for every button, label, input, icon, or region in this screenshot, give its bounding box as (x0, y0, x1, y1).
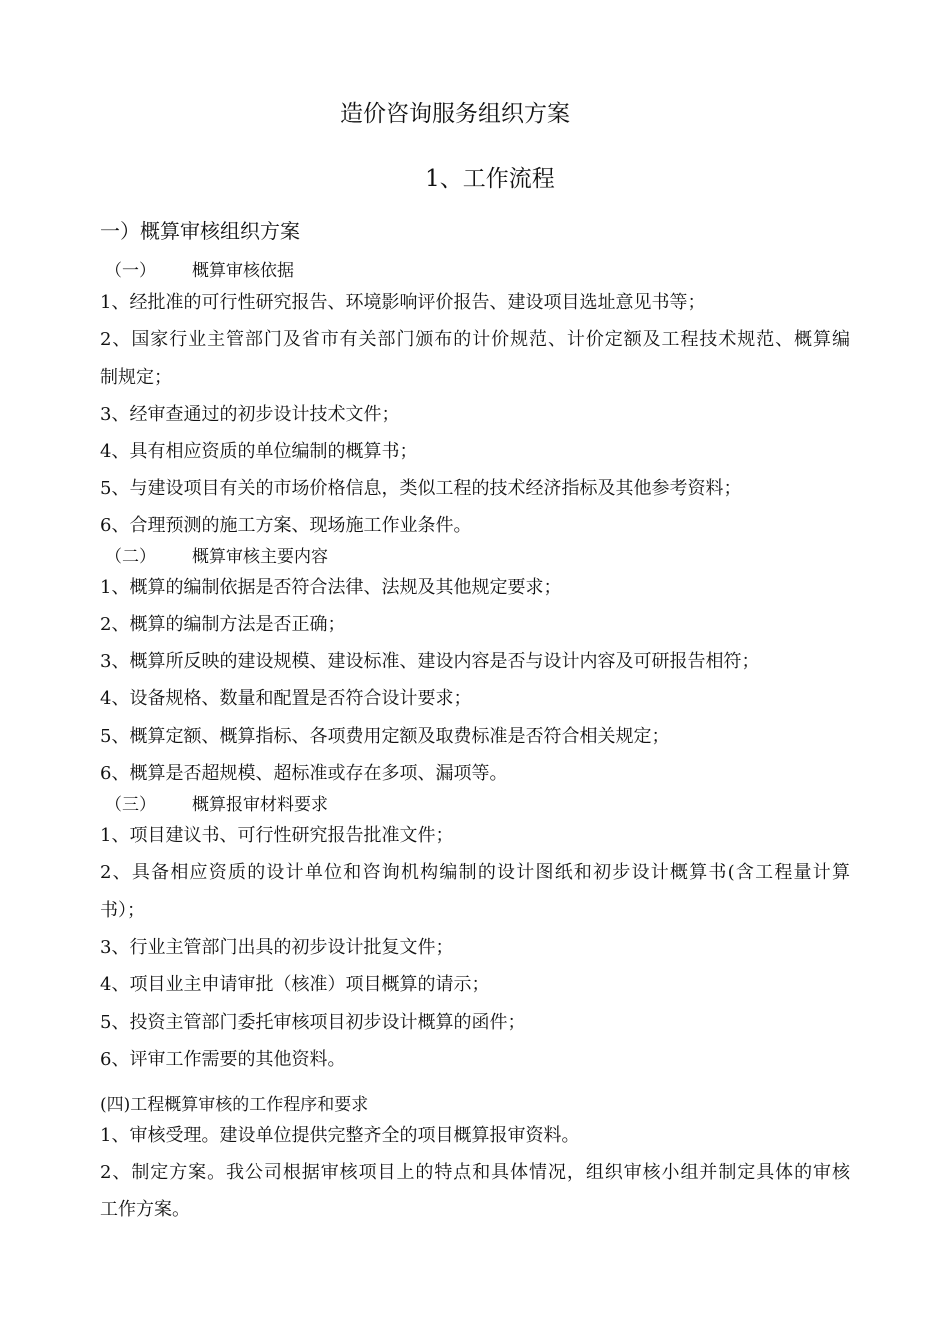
list-item: 4、项目业主申请审批（核准）项目概算的请示； (100, 974, 490, 995)
list-item-continuation: 书）； (100, 900, 145, 921)
list-item-continuation: 制规定； (100, 367, 172, 388)
part-heading: 一）概算审核组织方案 (100, 219, 300, 243)
list-item: 5、概算定额、概算指标、各项费用定额及取费标准是否符合相关规定； (100, 726, 670, 747)
list-item: 6、概算是否超规模、超标准或存在多项、漏项等。 (100, 763, 508, 784)
subsection-label: 概算审核主要内容 (192, 547, 328, 567)
list-item: 4、具有相应资质的单位编制的概算书； (100, 441, 418, 462)
list-item: 2、概算的编制方法是否正确； (100, 614, 346, 635)
list-item: 1、审核受理。建设单位提供完整齐全的项目概算报审资料。 (100, 1125, 580, 1146)
list-item: 4、设备规格、数量和配置是否符合设计要求； (100, 688, 472, 709)
list-item: 6、合理预测的施工方案、现场施工作业条件。 (100, 515, 472, 536)
list-item: 3、行业主管部门出具的初步设计批复文件； (100, 937, 454, 958)
subsection-label: 概算审核依据 (192, 261, 294, 281)
list-item: 3、经审查通过的初步设计技术文件； (100, 404, 400, 425)
subsection-heading: (四)工程概算审核的工作程序和要求 (100, 1095, 369, 1115)
subsection-number: （三） (105, 795, 156, 815)
list-item: 5、与建设项目有关的市场价格信息，类似工程的技术经济指标及其他参考资料； (100, 478, 742, 499)
list-item: 6、评审工作需要的其他资料。 (100, 1049, 346, 1070)
subsection-heading (105, 260, 294, 282)
list-item: 1、项目建议书、可行性研究报告批准文件； (100, 825, 454, 846)
list-item-continuation: 工作方案。 (100, 1199, 190, 1220)
list-item: 5、投资主管部门委托审核项目初步设计概算的函件； (100, 1012, 526, 1033)
section-heading: 1、工作流程 (425, 166, 555, 192)
list-item: 1、经批准的可行性研究报告、环境影响评价报告、建设项目选址意见书等； (100, 292, 706, 313)
list-item: 2、国家行业主管部门及省市有关部门颁布的计价规范、计价定额及工程技术规范、概算编 (100, 329, 850, 350)
subsection-number: （二） (105, 547, 156, 567)
list-item: 2、制定方案。我公司根据审核项目上的特点和具体情况，组织审核小组并制定具体的审核 (100, 1162, 850, 1183)
subsection-number: （一） (105, 261, 156, 281)
list-item: 1、概算的编制依据是否符合法律、法规及其他规定要求； (100, 577, 562, 598)
list-item: 2、具备相应资质的设计单位和咨询机构编制的设计图纸和初步设计概算书(含工程量计算 (100, 862, 850, 883)
document-title: 造价咨询服务组织方案 (340, 101, 570, 127)
list-item: 3、概算所反映的建设规模、建设标准、建设内容是否与设计内容及可研报告相符； (100, 651, 760, 672)
subsection-heading (105, 546, 328, 568)
subsection-label: 概算报审材料要求 (192, 795, 328, 815)
subsection-heading (105, 794, 328, 816)
